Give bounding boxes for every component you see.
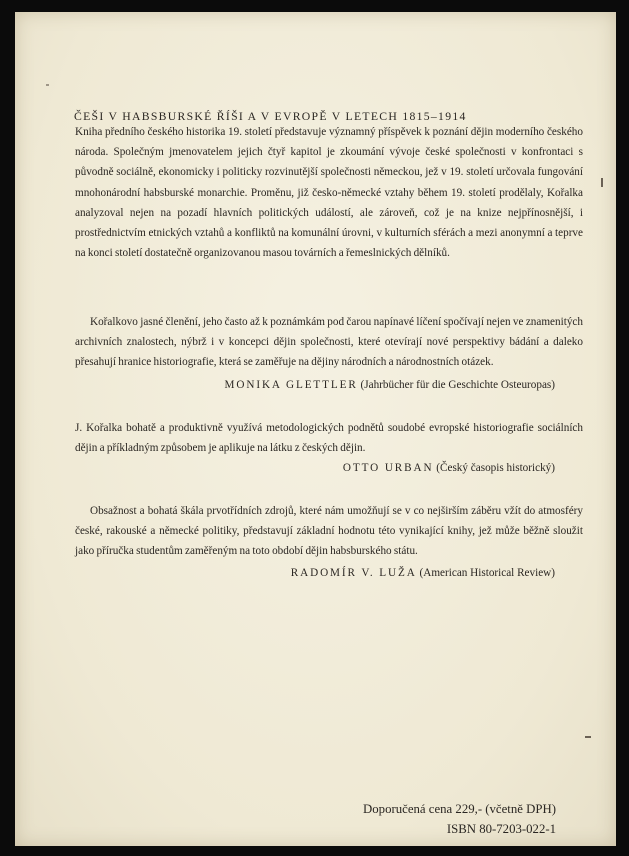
isbn-label: ISBN 80-7203-022-1 bbox=[446, 822, 556, 836]
paper-speck-mark bbox=[601, 178, 603, 187]
review-source: (Český časopis historický) bbox=[436, 462, 555, 474]
review-text-glettler: Kořalkovo jasné členění, jeho často až k poznámkám pod čarou napínavé líčení spočívají nejen ve znamenitých archivních znalostech, nýbrž i v koncepci dějin společnosti, které otevírají nové perspektivy bádání a daleko přesahují hranice historiografie, která se zaměřuje na dějiny národních a národnostních otázek. bbox=[75, 316, 583, 369]
review-attribution-glettler bbox=[225, 379, 555, 391]
paper-speck-mark bbox=[585, 736, 591, 738]
review-source: (American Historical Review) bbox=[419, 567, 555, 579]
review-author: OTTO URBAN bbox=[342, 462, 434, 474]
review-author: RADOMÍR V. LUŽA bbox=[290, 567, 417, 579]
review-text-urban: J. Kořalka bohatě a produktivně využívá metodologických podnětů soudobé evropské historiografie sociálních dějin a příkladným způsobem je aplikuje na látku z českých dějin. bbox=[75, 422, 583, 455]
back-cover bbox=[15, 12, 616, 846]
intro-paragraph: Kniha předního českého historika 19. století představuje významný příspěvek k poznání dějin moderního českého národa. Společným jmenovatelem jejich čtyř kapitol je zkoumání vývoje české společnosti v konfrontaci s původně sociálně, ekonomicky i politicky rozvinutější společnosti německou, jež v 19. století určovala fungování mnohonárodní habsburské monarchie. Proměnu, již česko-německé vztahy během 19. století prodělaly, Kořalka analyzoval nejen na pozadí hlavních politických událostí, ale zároveň, což je na knize nejpřínosnější, i prostřednictvím etnických vztahů a konfliktů na komunální úrovni, v kulturních sférách a mezi anonymní a teprve na konci století dostatečně organizovanou masou továrních a řemeslnických dělníků. bbox=[75, 126, 583, 260]
review-text-luza: Obsažnost a bohatá škála prvotřídních zdrojů, které nám umožňují se v co nejširším záběru vžít do atmosféry české, rakouské a německé politiky, představují základní hodnotu této vynikající knihy, jež může běžně sloužit jako příručka studentům zaměřeným na toto období dějin habsburského státu. bbox=[75, 505, 583, 558]
review-author: MONIKA GLETTLER bbox=[224, 379, 358, 391]
review-source: (Jahrbücher für die Geschichte Osteuropas) bbox=[360, 379, 555, 391]
book-title: ČEŠI V HABSBURSKÉ ŘÍŠI A V EVROPĚ V LETECH 1815–1914 bbox=[74, 110, 467, 123]
price-label: Doporučená cena 229,- (včetně DPH) bbox=[363, 802, 556, 816]
paper-speck-mark bbox=[46, 84, 49, 86]
review-attribution-luza bbox=[291, 567, 555, 579]
review-attribution-urban bbox=[343, 462, 555, 474]
